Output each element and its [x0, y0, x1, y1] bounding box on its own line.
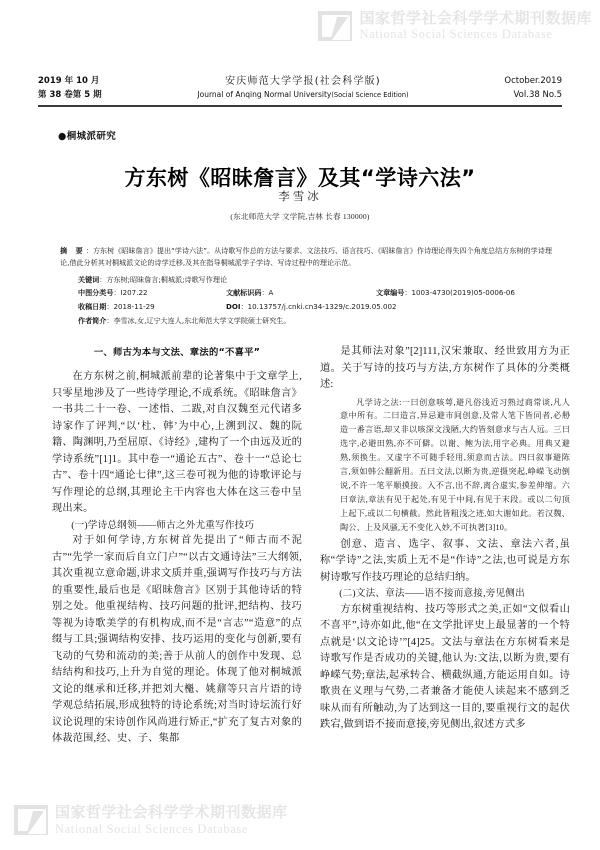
- journal-name-en: [110, 89, 497, 101]
- document-code-value: ：A: [261, 288, 274, 298]
- paragraph: 方东树重视结构、技巧等形式之美,正如“文似看山不喜平”,诗亦如此,他“在文学批评史上最显著的一个特点就是‘以文论诗’”[4]25。文法与章法在方东树看来是诗歌写作是否成功的关键,他认为:文法,以断为贵,要有峥嵘气势;章法,起承转合、横截纵通,方能运用自如。诗歌贵在义理与气势,二者兼备才能使人读起来不感到乏味从而有所触动,为了达到这一目的,要重视行文的起伏跌宕,做到语不接而意接,旁见侧出,叙述方式多: [320, 603, 570, 731]
- paragraph: 是其师法对象”[2]111,汉宋兼取、经世致用方为正道。关于写诗的技巧与方法,方东树作了具体的分类概述:: [320, 346, 570, 391]
- meta-row-received-doi: [60, 300, 552, 314]
- section-column-tag: ●桐城派研究: [58, 131, 117, 142]
- document-code: [226, 286, 376, 300]
- journal-issue-cn: [38, 74, 102, 102]
- document-code-label: 文献标识码: [226, 288, 262, 298]
- author-bio-value: ：李雪冰,女,辽宁大连人,东北师范大学文学院硕士研究生。: [106, 315, 291, 325]
- doi-label: DOI: [226, 302, 241, 312]
- journal-name-en-sub: (Social Science Edition): [331, 91, 409, 99]
- meta-row-classification: [60, 286, 552, 300]
- received-value: ：2018-11-29: [106, 302, 155, 312]
- watermark-bottom: [14, 804, 288, 836]
- author-name: 李雪冰: [278, 191, 322, 203]
- front-matter: [60, 245, 552, 328]
- journal-name-en-main: Journal of Anqing Normal University: [197, 90, 332, 99]
- watermark-top: [318, 10, 592, 42]
- clc-label: 中图分类号: [78, 288, 114, 298]
- watermark-bottom-cn: 国家哲学社会科学学术期刊数据库: [55, 803, 288, 822]
- author-affiliation: (东北师范大学 文学院,吉林 长春 130000): [230, 212, 370, 221]
- journal-name-cn: 安庆师范大学学报(社会科学版): [225, 76, 381, 87]
- subsection-heading-one: (一)学诗总纲领——师古之外尤重写作技巧: [71, 519, 255, 531]
- author-bio-label: 作者简介: [78, 315, 107, 325]
- journal-date-en: October.2019: [504, 76, 562, 86]
- article-body: [52, 344, 570, 790]
- keywords-block: [60, 273, 552, 286]
- watermark-top-cn: 国家哲学社会科学学术期刊数据库: [359, 9, 592, 27]
- database-logo-icon: [318, 11, 352, 41]
- doi-value: ：10.13757/j.cnki.cn34-1329/c.2019.05.002: [240, 302, 397, 312]
- abstract-label: 摘 要: [60, 246, 86, 255]
- section-heading: 一、师古为本与文法、章法的“不喜平”: [93, 347, 261, 358]
- keywords-label: 关键词: [78, 274, 100, 284]
- clc-value: ：I207.22: [113, 288, 148, 298]
- watermark-top-en: National Social Sciences Database: [359, 27, 553, 42]
- journal-header: [38, 74, 562, 107]
- journal-title-block: [102, 74, 505, 101]
- received-date: [78, 300, 226, 314]
- page-title: 方东树《昭昧詹言》及其“学诗六法”: [124, 166, 476, 191]
- subsection-heading-two: (二)文法、章法——语不接而意接,旁见侧出: [339, 588, 525, 600]
- database-logo-icon: [14, 805, 48, 835]
- paragraph: 创意、造言、选字、叙事、文法、章法六者,虽称“学诗”之法,实质上无不是“作诗”之法,也可说是方东树诗歌写作技巧理论的总结归纳。: [320, 538, 570, 583]
- block-quotation: 凡学诗之法:一曰创意咳萼,避凡俗浅近习熟过商常谈,凡人意中所有。二曰造言,异忌避市间创意,及常人笔下皆同者,必刱造一番言语,却又非以咳深文浅陋,大约皆刻意求与古人远。三曰选字,必避田熟,亦不可僻。以谢、鲍为法,用字必典。用典又避熟,须换生。又虚字不可随手轻用,须意而古法。四曰叙事避陈言,须如韩公翻新用。五曰文法,以断为贵,逆摄突起,峥嵘飞动倒说,不许一笔平顺摸接。入不言,出不辞,离合虚实,参差伸缩。六曰章法,章法有见于起处,有见于中间,有见于末段。或以二句顶上起下,或以二句横截。然此皆粗浅之迹,如大谢如此。若汉魏、陶公、上及风骚,无不变化入妙,不可执著[3]10。: [340, 397, 570, 532]
- body-column-right: [320, 344, 570, 790]
- received-label: 收稿日期: [78, 302, 107, 312]
- doi[interactable]: [226, 300, 552, 314]
- journal-volume-cn: 第 38 卷第 5 期: [38, 90, 102, 101]
- article-id-label: 文章编号: [376, 288, 405, 298]
- abstract-block: [60, 245, 552, 270]
- author-bio: [60, 314, 552, 328]
- watermark-bottom-en: National Social Sciences Database: [55, 821, 248, 836]
- article-id-value: ：1003-4730(2019)05-0006-06: [404, 288, 515, 298]
- body-column-left: [52, 344, 302, 790]
- paragraph: 在方东树之前,桐城派前辈的论著集中于文章学上,只零星地涉及了一些诗学理论,不成系统。《昭昧詹言》一书共二十一卷、一述恉、二跋,对自汉魏至元代诸多诗家作了评判,“以‘杜、韩’为中心,上溯到汉、魏的阮籍、陶渊明,乃至屈原、《诗经》,建构了一个由远及近的学诗系统”[1]1。其中卷一“通论五古”、卷十一“总论七古”、卷十四“通论七律”,这三卷可视为他的诗歌评论与写作理论的总纲,其理论主干内容也大体在这三卷中呈现出来。: [52, 371, 302, 515]
- journal-date-cn: 2019 年 10 月: [38, 76, 100, 86]
- paragraph: 对于如何学诗,方东树首先提出了“师古而不泥古”“先学一家而后自立门户”“以古文通诗法”三大纲领,其次重视立意命题,讲求文质并重,强调写作技巧与方法的重要性,最后也是《昭昧詹言》区别于其他诗话的特别之处。他重视结构、技巧问题的批评,把结构、技巧等视为诗歌美学的有机构成,而不是“言志”“造意”的点缀与工具;强调结构安排、技巧运用的变化与创新,要有飞动的气势和流动的美;善于从前人的创作中发现、总结结构和技巧,上升为自觉的理论。体现了他对桐城派文论的继承和迁移,并把刘大櫆、姚鼐等只言片语的诗学观总结拓展,形成独特的诗论系统;对当时诗坛流行好议论说理的宋诗创作风尚进行矫正,“扩充了复古对象的体裁范围,经、史、子、集都: [52, 535, 302, 745]
- journal-issue-en: [504, 74, 562, 102]
- article-id: [376, 286, 552, 300]
- abstract-text: ：方东树《昭昧詹言》提出“学诗六法”。从诗歌写作总的方法与要求、文法技巧、语言技巧、《昭昧詹言》作诗理论得失四个角度总结方东树的学诗理论,借此分析其对桐城派文论的诗学迁移,及其在指导桐城派学子学诗、写诗过程中的理论示范。: [60, 246, 552, 268]
- keywords-text: ：方东树;昭昧詹言;桐城派;诗歌写作理论: [99, 274, 228, 284]
- journal-volume-en: Vol.38 No.5: [513, 90, 562, 101]
- clc-number: [78, 286, 226, 300]
